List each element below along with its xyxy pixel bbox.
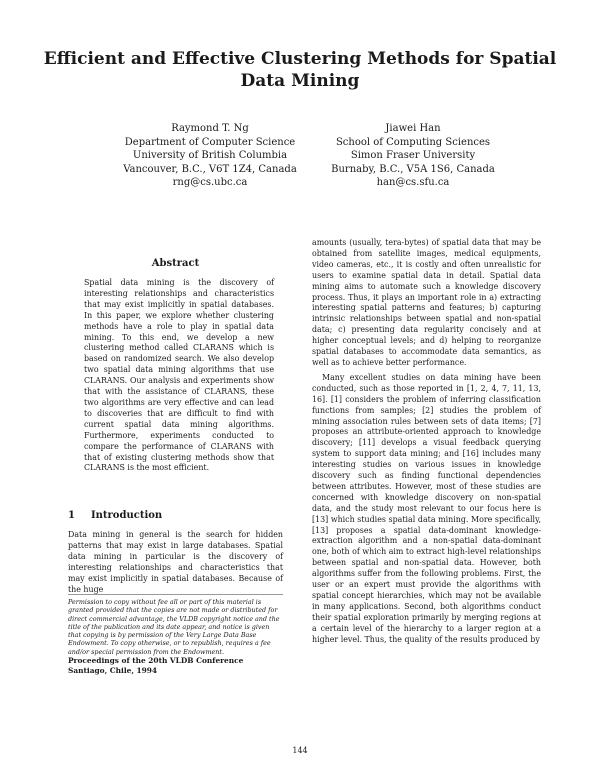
author-email: han@cs.sfu.ca — [376, 177, 450, 188]
conference-title: Proceedings of the 20th VLDB Conference — [68, 656, 244, 665]
paper-title: Efficient and Effective Clustering Methods for Spatial Data Mining — [43, 49, 557, 91]
section-heading-introduction — [68, 510, 162, 521]
section-number: 1 — [68, 510, 75, 521]
author-institution: Simon Fraser University — [350, 150, 476, 161]
author-address: Vancouver, B.C., V6T 1Z4, Canada — [123, 163, 297, 175]
author-name: Jiawei Han — [385, 123, 441, 134]
introduction-body: Data mining in general is the search for hidden patterns that may exist in large databases. Spatial data mining in particular is the discovery of interesting relationships and characteristics that may exist implicitly in spatial databases. Because of the huge — [68, 530, 283, 594]
page-number: 144 — [292, 746, 308, 755]
permission-footnote: Permission to copy without fee all or part of this material is granted provided that the copies are not made or distributed for direct commercial advantage, the VLDB copyright notice and the title of the publication and its date appear, and notice is given that copying is by permission of the Very Large Data Base Endowment. To copy otherwise, or to republish, requires a fee and/or special permission from the Endowment. — [68, 598, 280, 656]
body-paragraph: amounts (usually, tera-bytes) of spatial data that may be obtained from satellite images, medical equipments, video cameras, etc., it is costly and often unrealistic for users to examine spatial data in detail. Spatial data mining aims to automate such a knowledge discovery process. Thus, it plays an important role in a) extracting interesting spatial patterns and features; b) capturing intrinsic relationships between spatial and non-spatial data; c) presenting data regularity concisely and at higher conceptual levels; and d) helping to reorganize spatial databases to accommodate data semantics, as well as to achieve better performance. — [312, 238, 541, 367]
body-paragraph: Many excellent studies on data mining have been conducted, such as those reported in [1, 2, 4, 7, 11, 13, 16]. [1] considers the problem of inferring classification functions from samples; [2] studies the problem of mining association rules between sets of data items; [7] proposes an attribute-oriented approach to knowledge discovery; [11] develops a visual feedback querying system to support data mining; and [16] includes many interesting studies on various issues in knowledge discovery such as finding functional dependencies between attributes. However, most of these studies are concerned with knowledge discovery on non-spatial data, and the study most relevant to our focus here is [13] which studies spatial data mining. More specifically, [13] proposes a spatial data-dominant knowledge-extraction algorithm and a non-spatial data-dominant one, both of which aim to extract high-level relationships between spatial and non-spatial data. However, both algorithms suffer from the following problems. First, the user or an expert must provide the algorithms with spatial concept hierarchies, which may not be available in many applications. Second, both algorithms conduct their spatial exploration primarily by merging regions at a certain level of the hierarchy to a larger region at a higher level. Thus, the quality of the results produced by — [312, 372, 541, 644]
author-department: Department of Computer Science — [124, 136, 296, 148]
author-name: Raymond T. Ng — [171, 123, 249, 134]
abstract-heading: Abstract — [151, 258, 200, 269]
author-institution: University of British Columbia — [132, 150, 288, 161]
footnote-rule — [68, 594, 283, 595]
conference-location: Santiago, Chile, 1994 — [68, 665, 158, 675]
author-block-2 — [298, 122, 528, 190]
author-address: Burnaby, B.C., V5A 1S6, Canada — [331, 163, 495, 175]
author-block-1 — [95, 122, 325, 190]
right-column — [312, 238, 541, 646]
abstract-body: Spatial data mining is the discovery of interesting relationships and characteristics that may exist implicitly in spatial databases. In this paper, we explore whether clustering methods have a role to play in spatial data mining. To this end, we develop a new clustering method called CLARANS which is based on randomized search. We also develop two spatial data mining algorithms that use CLARANS. Our analysis and experiments show that with the assistance of CLARANS, these two algorithms are very effective and can lead to discoveries that are difficult to find with current spatial data mining algorithms. Furthermore, experiments conducted to compare the performance of CLARANS with that of existing clustering methods show that CLARANS is the most efficient. — [84, 278, 274, 473]
author-email: rng@cs.ubc.ca — [172, 177, 248, 188]
author-department: School of Computing Sciences — [335, 136, 491, 148]
section-title: Introduction — [90, 510, 163, 521]
conference-info — [68, 656, 283, 675]
